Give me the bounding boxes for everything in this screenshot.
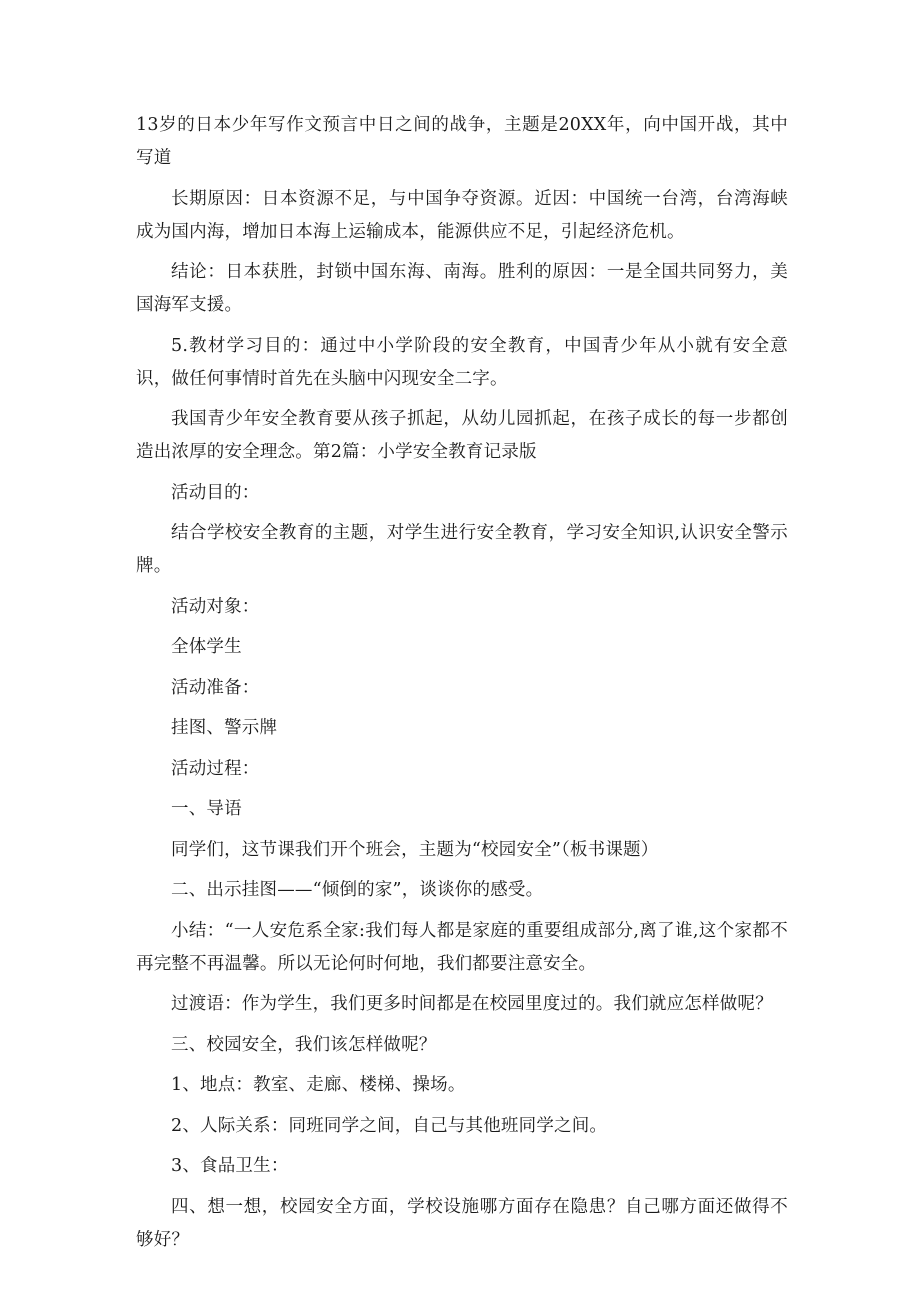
heading-activity-prep: 活动准备： — [171, 677, 260, 698]
list-item-food-hygiene: 3、食品卫生： — [171, 1156, 289, 1176]
paragraph-safety-education: 我国青少年安全教育要从孩子抓起，从幼儿园抓起，在孩子成长的每一步都创造出浓厚的安全理念。第2篇：小学安全教育记录版 — [136, 409, 788, 462]
paragraph-think: 四、想一想，校园安全方面，学校设施哪方面存在隐患？自己哪方面还做得不够好？ — [136, 1196, 788, 1250]
heading-activity-process: 活动过程： — [171, 758, 260, 779]
list-item-location: 1、地点：教室、走廊、楼梯、操场。 — [171, 1075, 466, 1095]
paragraph-long-term-cause: 长期原因：日本资源不足，与中国争夺资源。近因：中国统一台湾，台湾海峡成为国内海，增加日本海上运输成本，能源供应不足，引起经济危机。 — [136, 188, 788, 242]
paragraph-intro-speech: 同学们，这节课我们开个班会，主题为“校园安全”（板书课题） — [171, 839, 659, 860]
heading-campus-safety: 三、校园安全，我们该怎样做呢？ — [171, 1034, 437, 1055]
heading-intro-speech: 一、导语 — [171, 799, 242, 819]
paragraph-summary: 小结：“一人安危系全家:我们每人都是家庭的重要组成部分,离了谁,这个家都不再完整不再温馨。所以无论何时何地，我们都要注意安全。 — [136, 920, 788, 974]
document-page — [136, 109, 788, 1264]
heading-activity-goal: 活动目的： — [171, 482, 260, 503]
paragraph-transition: 过渡语：作为学生，我们更多时间都是在校园里度过的。我们就应怎样做呢？ — [171, 994, 773, 1014]
list-item-relations: 2、人际关系：同班同学之间，自己与其他班同学之间。 — [171, 1115, 608, 1136]
paragraph-conclusion: 结论：日本获胜，封锁中国东海、南海。胜利的原因：一是全国共同努力，美国海军支援。 — [136, 262, 788, 315]
paragraph-activity-prep: 挂图、警示牌 — [171, 718, 278, 738]
heading-activity-target: 活动对象： — [171, 596, 260, 617]
paragraph-learning-goal: 5.教材学习目的：通过中小学阶段的安全教育，中国青少年从小就有安全意识，做任何事情时首先在头脑中闪现安全二字。 — [136, 335, 788, 389]
paragraph-activity-target: 全体学生 — [171, 637, 242, 657]
paragraph-show-poster: 二、出示挂图——“倾倒的家”，谈谈你的感受。 — [171, 880, 544, 900]
paragraph-activity-goal: 结合学校安全教育的主题，对学生进行安全教育，学习安全知识,认识安全警示牌。 — [136, 523, 788, 576]
paragraph-intro: 13岁的日本少年写作文预言中日之间的战争，主题是20XX年，向中国开战，其中写道 — [136, 115, 788, 168]
